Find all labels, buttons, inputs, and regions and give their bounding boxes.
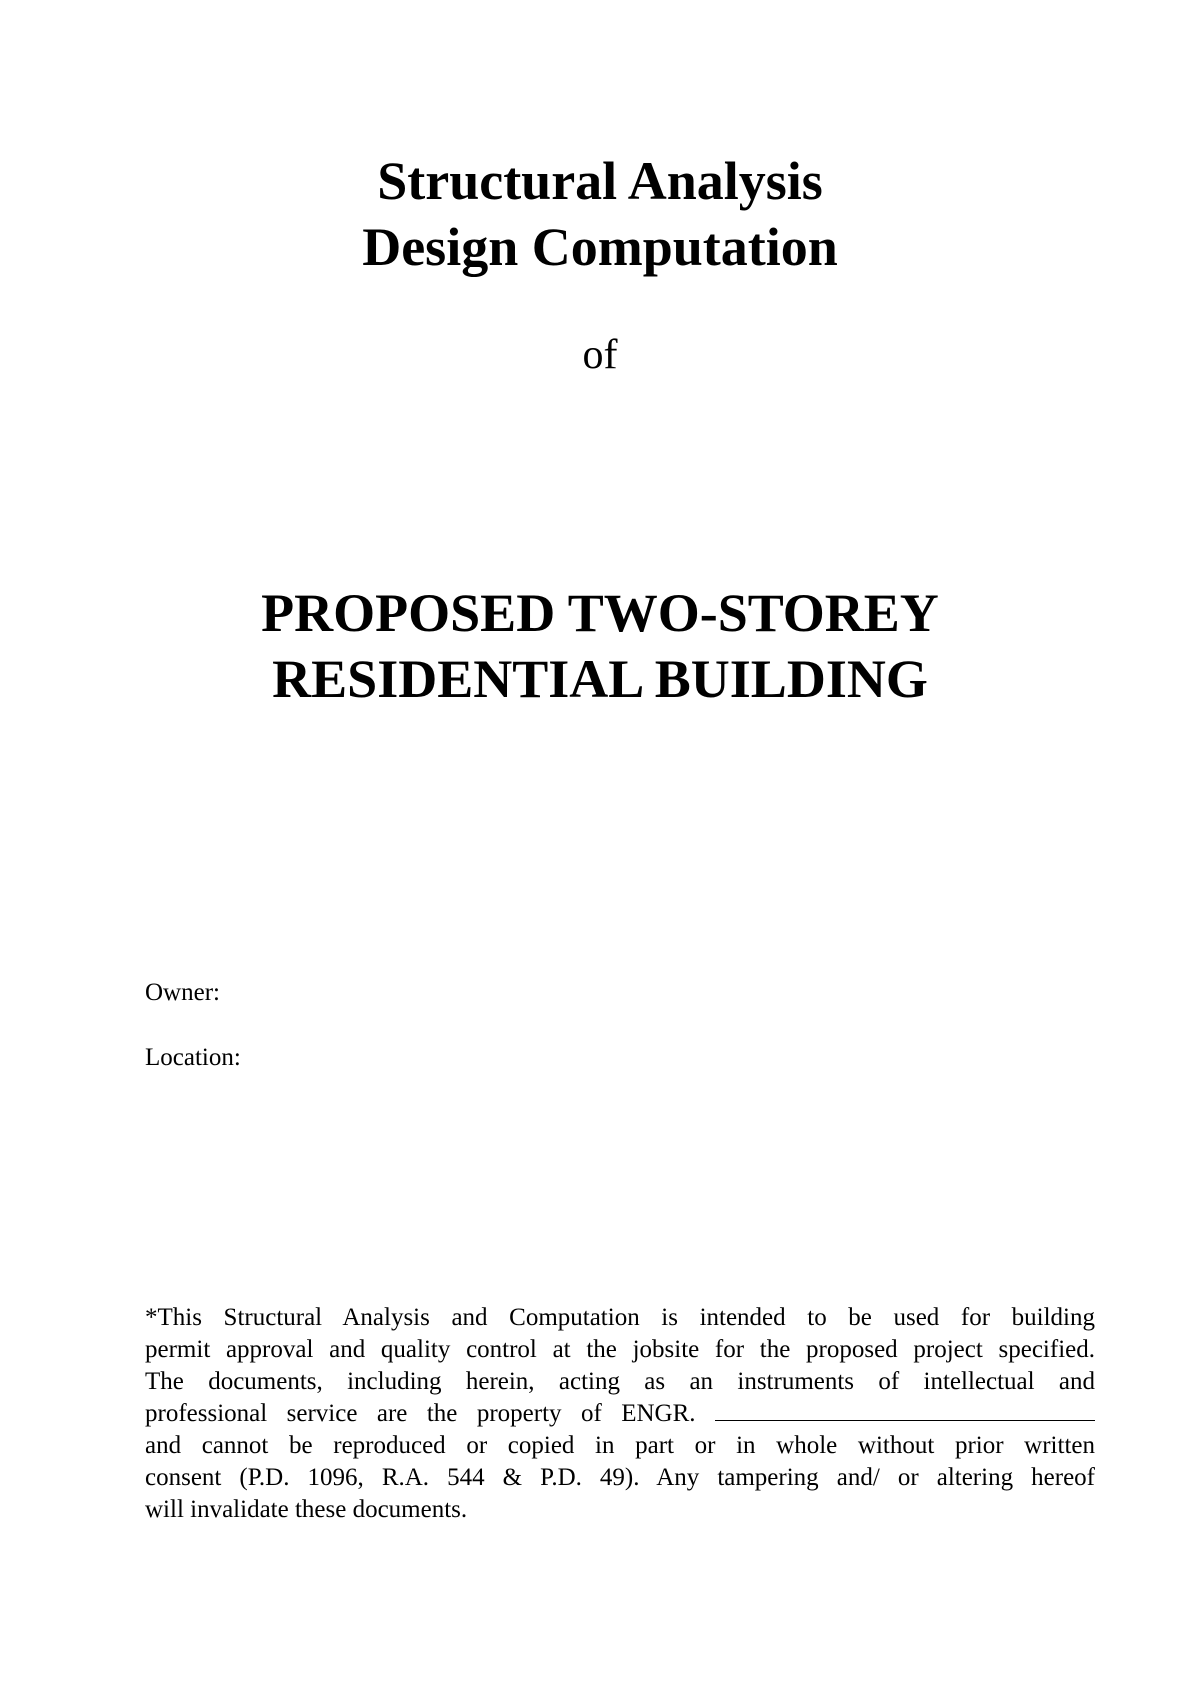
owner-label: Owner: xyxy=(145,979,220,1006)
project-line-2: RESIDENTIAL BUILDING xyxy=(272,649,928,709)
location-label: Location: xyxy=(145,1044,241,1071)
disclaimer-line-5: and cannot be reproduced or copied in part or in whole without prior written xyxy=(145,1432,1095,1459)
title-line-1: Structural Analysis xyxy=(377,151,823,211)
disclaimer-line-1: *This Structural Analysis and Computation is intended to be used for building xyxy=(145,1304,1095,1331)
document-title xyxy=(0,148,1200,280)
disclaimer-line-6: consent (P.D. 1096, R.A. 544 & P.D. 49). Any tampering and/ or altering hereof xyxy=(145,1464,1095,1491)
title-connector: of xyxy=(582,332,618,378)
disclaimer-paragraph xyxy=(145,1302,1095,1526)
disclaimer-line-4-wrapper xyxy=(145,1398,1095,1430)
disclaimer-line-7: will invalidate these documents. xyxy=(145,1496,468,1523)
disclaimer-line-4: professional service are the property of ENGR. xyxy=(145,1400,696,1427)
disclaimer-line-2: permit approval and quality control at the jobsite for the proposed project specified. xyxy=(145,1336,1095,1363)
title-line-2: Design Computation xyxy=(362,217,838,277)
project-line-1: PROPOSED TWO-STOREY xyxy=(261,583,939,643)
disclaimer-line-3: The documents, including herein, acting as an instruments of intellectual and xyxy=(145,1368,1095,1395)
engineer-name-blank xyxy=(715,1398,1095,1421)
project-name xyxy=(0,580,1200,712)
